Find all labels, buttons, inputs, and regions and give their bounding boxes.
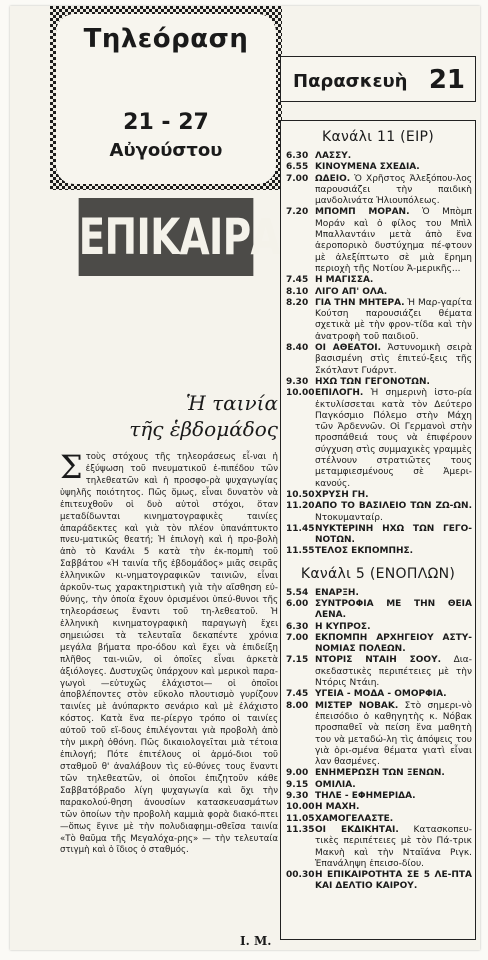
program-row bbox=[286, 655, 472, 689]
article-heading-line2: τῆς ἑβδομάδος bbox=[129, 417, 278, 441]
program-row bbox=[286, 388, 472, 490]
channel-section bbox=[281, 121, 475, 558]
program-title: ΑΠΟ ΤΟ ΒΑΣΙΛΕΙΟ ΤΩΝ ΖΩ-ΩΝ. bbox=[315, 501, 472, 512]
program-details bbox=[315, 207, 472, 275]
program-time: 10.50 bbox=[286, 489, 315, 500]
program-title: ΟΙ ΕΚΔΙΚΗΤΑΙ. bbox=[315, 824, 399, 835]
program-row bbox=[286, 524, 472, 547]
program-details bbox=[315, 287, 472, 298]
program-row bbox=[286, 633, 472, 656]
article-dropcap: Σ bbox=[60, 448, 83, 486]
program-title: ΝΥΚΤΕΡΙΝΗ ΗΧΩ ΤΩΝ ΓΕΓΟ-ΝΟΤΩΝ. bbox=[315, 523, 472, 546]
program-title: Η ΚΥΠΡΟΣ. bbox=[315, 621, 371, 632]
program-time: 6.00 bbox=[286, 598, 309, 609]
program-title: ΛΑΣΣΥ. bbox=[315, 151, 352, 161]
program-details bbox=[315, 377, 472, 388]
program-details bbox=[315, 622, 472, 633]
program-time: 7.00 bbox=[286, 632, 309, 643]
program-title: Η ΕΠΙΚΑΙΡΟΤΗΤΑ ΣΕ 5 ΛΕ-ΠΤΑ ΚΑΙ ΔΕΛΤΙΟ ΚΑΙΡΟΥ. bbox=[315, 870, 472, 892]
program-time: 8.00 bbox=[286, 700, 309, 711]
program-time: 00.30 bbox=[286, 870, 315, 881]
article-body bbox=[60, 448, 278, 857]
program-time: 8.10 bbox=[286, 286, 309, 297]
program-title: ΣΥΝΤΡΟΦΙΑ ΜΕ ΤΗΝ ΘΕΙΑ ΛΕΝΑ. bbox=[315, 598, 472, 621]
program-row bbox=[286, 825, 472, 870]
program-title: ΤΕΛΟΣ ΕΚΠΟΜΠΗΣ. bbox=[315, 546, 414, 557]
program-title: ΧΡΥΣΗ ΓΗ. bbox=[315, 489, 369, 500]
program-desc: Ὁ Μπὸμπ Μοράν καὶ ὁ φίλος του Μπὶλ Μπαλλαντάιν μετὰ ἀπὸ ἕνα ἀεροπορικὸ δυστύχημα πέ-φτουν μὲ ἀλεξίπτωτο σὲ μιὰ ἔρημη περιοχὴ τῆς Νοτίου Ἀ-μερικῆς... bbox=[315, 207, 472, 274]
day-number: 21 bbox=[428, 65, 465, 95]
program-row bbox=[286, 151, 472, 162]
day-name: Παρασκευὴ bbox=[293, 71, 408, 92]
program-title: ΟΙ ΑΘΕΑΤΟΙ. bbox=[315, 343, 382, 354]
program-row bbox=[286, 768, 472, 779]
schedule-box bbox=[280, 120, 476, 940]
program-time: 11.45 bbox=[286, 523, 315, 534]
program-title: ΕΝΗΜΕΡΩΣΗ ΤΩΝ ΞΕΝΩΝ. bbox=[315, 768, 445, 779]
program-details bbox=[315, 151, 472, 162]
program-title: ΕΝΑΡΞΗ. bbox=[315, 587, 359, 598]
program-desc: Ὁ Χρῆστος Ἀλεξόπου-λος παρουσιάζει τὴν παιδικὴ μανδολινάτα Ἠλιουπόλεως. bbox=[315, 173, 472, 207]
week-month: Αὐγούστου bbox=[109, 140, 223, 161]
newspaper-clipping bbox=[10, 6, 480, 950]
program-time: 9.15 bbox=[286, 779, 309, 790]
program-row bbox=[286, 689, 472, 700]
program-title: ΧΑΜΟΓΕΛΑΣΤΕ. bbox=[315, 813, 394, 824]
program-row bbox=[286, 275, 472, 286]
article-heading-line1: Ἡ ταινία bbox=[185, 391, 278, 415]
program-title: ΥΓΕΙΑ - ΜΟΔΑ - ΟΜΟΡΦΙΑ. bbox=[315, 689, 447, 700]
program-row bbox=[286, 780, 472, 791]
program-time: 9.30 bbox=[286, 376, 309, 387]
program-desc: Ἀστυνομικὴ σειρὰ βασισμένη στὶς ἐπιτεύ-ξεις τῆς Σκότλαντ Γυάρντ. bbox=[315, 343, 472, 376]
program-row bbox=[286, 343, 472, 377]
program-details bbox=[315, 791, 472, 802]
program-details bbox=[315, 388, 472, 490]
program-title: ΜΠΟΜΠ ΜΟΡΑΝ. bbox=[315, 207, 410, 218]
right-column bbox=[280, 56, 482, 946]
program-details bbox=[315, 655, 472, 689]
program-desc: Ἡ Μαρ-γαρίτα Κούτση παρουσιάζει θέματα σχετικὰ μὲ τὴν φρον-τίδα καὶ τὴν ἀνατροφὴ τοῦ παιδιοῦ. bbox=[315, 297, 472, 342]
checkered-banner bbox=[50, 6, 282, 190]
program-time: 7.20 bbox=[286, 207, 309, 218]
program-title: ΜΙΣΤΕΡ ΝΟΒΑΚ. bbox=[315, 700, 399, 711]
program-title: ΓΙΑ ΤΗΝ ΜΗΤΕΡΑ. bbox=[315, 297, 405, 308]
program-details bbox=[315, 701, 472, 769]
program-time: 6.30 bbox=[286, 151, 309, 161]
program-row bbox=[286, 814, 472, 825]
program-row bbox=[286, 870, 472, 893]
program-title: ΛΙΓΟ ΑΠ' ΟΛΑ. bbox=[315, 286, 388, 297]
program-row bbox=[286, 599, 472, 622]
program-time: 9.30 bbox=[286, 791, 309, 802]
program-details bbox=[315, 546, 472, 557]
program-row bbox=[286, 207, 472, 275]
program-time: 7.45 bbox=[286, 689, 309, 700]
article-text: τοὺς στόχους τῆς τηλεοράσεως εἶ-ναι ἡ ἐξύψωση τοῦ πνευματικοῦ ἐ-πιπέδου τῶν τηλεθεατῶν καὶ ἡ προσφο-ρὰ ψυχαγωγίας ὑψηλῆς ποιότητος. Πῶς ὅμως, εἶναι δυνατὸν νὰ ἐπιτευχθοῦν οἱ δυὸ αὐτοὶ στόχοι, ὅταν μεταδίδωνται κινηματογραφικὲς ταινίες ἀπαράδεκτες καὶ γιὰ τὸν πλέον ὑπανάπτυκτο πνευ-ματικῶς θεατή; Ἡ ἐπιλογὴ καὶ ἡ προ-βολὴ ἀπὸ τὸ Κανάλι 5 κατὰ τὴν ἐκ-πομπὴ τοῦ Σαββάτου «Ἡ ταινία τῆς ἑβδομάδος» μιᾶς σειρᾶς ἑλληνικῶν κι-νηματογραφικῶν ταινιῶν, εἶναι ἀρκοῦν-τως χαρακτηριστικὴ γιὰ τὴν αἴσθηση εὐ-θύνης, τὴν ὁποία ἔχουν ὁρισμένοι ὑπεύ-θυνοι τῆς τηλεοράσεως ἔναντι τοῦ τη-λεθεατοῦ. Ἡ ἑλληνικὴ κινηματογραφικὴ παραγωγὴ ἔχει σημειώσει τὰ τελευταῖα δεκαπέντε χρόνια μεγάλα βήματα προ-όδου καὶ ἔχει νὰ ἐπιδείξη πλῆθος ται-νιῶν, οἱ ὁποῖες εἶναι ἀρκετὰ ἀξιόλογες. Δυστυχῶς ὑπάρχουν καὶ μερικοὶ παρα-γωγοὶ —εὐτυχῶς ἐλάχιστοι— οἱ ὁποῖοι ἀποβλέποντες στὸν εὔκολο πλουτισμὸ γυρίζουν ταινίες μὲ ἀνύπαρκτο σενάριο καὶ μὲ ἐλάχιστο κόστος. Κατὰ ἕνα πε-ρίεργο τρόπο οἱ ταινίες αὐτοῦ τοῦ εἴ-δους ἐπιλέγονται γιὰ προβολὴ ἀπὸ τὴν μικρὴ ὀθόνη. Πῶς δικαιολογεῖται μιὰ τέτοια ἐπιλογή; Πότε ἐπιτέλους οἱ ἁρμό-διοι τοῦ σταθμοῦ θ' ἀναλάβουν τὶς εὐ-θύνες τους ἔναντι τῶν τηλεθεατῶν, οἱ ὁποῖοι ἐπιζητοῦν κάθε Σαββατόβραδο λίγη ψυχαγωγία καὶ ὄχι τὴν παρακολού-θηση ἀνουσίων κατασκευασμάτων τῶν ὁποίων τὴν προβολὴ καμμιὰ φορὰ διακό-πτει —ὅπως ἔγινε μὲ τὴν πολυδιαφημι-σθεῖσα ταινία «Τὸ θαῦμα τῆς Μεγαλόχα-ρης» — τὴν τελευταία στιγμὴ καὶ ὁ ἴδιος ὁ σταθμός. bbox=[60, 452, 278, 856]
program-time: 11.20 bbox=[286, 501, 315, 512]
program-time: 5.54 bbox=[286, 587, 309, 598]
article-signature: I. M. bbox=[240, 934, 272, 948]
program-title: Η ΜΑΓΙΣΣΑ. bbox=[315, 275, 374, 286]
program-details bbox=[315, 298, 472, 343]
channel-heading: Κανάλι 11 (ΕΙΡ) bbox=[321, 129, 435, 145]
program-details bbox=[315, 689, 472, 700]
program-details bbox=[315, 501, 472, 524]
program-details bbox=[315, 524, 472, 547]
program-desc: Ἡ σημερινὴ ἱστο-ρία ἐκτυλίσσεται κατὰ τὸν Δεύτερο Παγκόσμιο Πόλεμο στὴν Μάχη τῶν Ἀρδεννῶν. Οἱ Γερμανοὶ στὴν προσπάθειά τους νὰ ἐπιφέρουν σύγχυση στὶς συμμαχικὲς γραμμὲς στέλνουν στρατιῶτες τους μεταμφιεσμένους σὲ Ἀμερι-κανούς. bbox=[315, 388, 472, 489]
program-time: 11.35 bbox=[286, 824, 315, 835]
program-details bbox=[315, 768, 472, 779]
section-title: Τηλεόραση bbox=[83, 24, 249, 54]
program-time: 11.55 bbox=[286, 546, 315, 557]
program-time: 10.00 bbox=[286, 388, 315, 399]
program-time: 11.05 bbox=[286, 813, 315, 824]
program-row bbox=[286, 162, 472, 173]
program-desc: Στὸ σημερι-νὸ ἐπεισόδιο ὁ καθηγητὴς κ. Νόβακ προσπαθεῖ νὰ πείση ἕνα μαθητὴ του νὰ μεταδώ-λη τὶς ἀπόψεις του γιὰ ὁρι-σμένα θέματα γιατὶ εἶναι λαν θασμένες. bbox=[315, 700, 473, 768]
program-row bbox=[286, 622, 472, 633]
program-time: 9.00 bbox=[286, 768, 309, 779]
program-time: 7.15 bbox=[286, 655, 309, 666]
program-title: ΟΜΙΛΙΑ. bbox=[315, 779, 356, 790]
program-row bbox=[286, 501, 472, 524]
channel-heading: Κανάλι 5 (ΕΝΟΠΛΩΝ) bbox=[300, 565, 456, 582]
program-details bbox=[315, 275, 472, 286]
program-details bbox=[315, 870, 472, 893]
program-row bbox=[286, 174, 472, 208]
program-row bbox=[286, 802, 472, 813]
program-row bbox=[286, 490, 472, 501]
program-details bbox=[315, 599, 472, 622]
program-title: ΕΠΙΛΟΓΗ. bbox=[315, 388, 364, 399]
program-title: ΤΗΛΕ - ΕΦΗΜΕΡΙΔΑ. bbox=[315, 791, 416, 802]
tv-title-box bbox=[56, 14, 276, 184]
program-time: 8.40 bbox=[286, 343, 309, 354]
program-details bbox=[315, 490, 472, 501]
program-row bbox=[286, 377, 472, 388]
program-desc: Κατασκοπευ-τικὲς περιπέτειες μὲ τὸν Πά-τρικ Μακνὴ καὶ τὴν Νταϊάνα Ριγκ. Ἐπανάληψη ἐπεισο-δίου. bbox=[315, 824, 472, 869]
program-time: 8.20 bbox=[286, 297, 309, 308]
program-time: 7.45 bbox=[286, 275, 309, 286]
program-row bbox=[286, 546, 472, 557]
program-title: ΗΧΩ ΤΩΝ ΓΕΓΟΝΟΤΩΝ. bbox=[315, 376, 430, 387]
program-details bbox=[315, 814, 472, 825]
program-title: ΚΙΝΟΥΜΕΝΑ ΣΧΕΔΙΑ. bbox=[315, 162, 420, 173]
day-header bbox=[280, 56, 476, 102]
program-title: ΕΚΠΟΜΠΗ ΑΡΧΗΓΕΙΟΥ ΑΣΤΥ-ΝΟΜΙΑΣ ΠΟΛΕΩΝ. bbox=[315, 632, 472, 655]
left-column bbox=[50, 6, 282, 950]
program-details bbox=[315, 825, 472, 870]
program-row bbox=[286, 588, 472, 599]
program-row bbox=[286, 287, 472, 298]
channel-section bbox=[281, 566, 475, 893]
week-dates: 21 - 27 bbox=[123, 110, 209, 135]
program-details bbox=[315, 780, 472, 791]
program-time: 10.00 bbox=[286, 802, 315, 813]
epikaira-banner: ΕΠΙΚΑΙΡΑ bbox=[79, 198, 254, 276]
program-desc: Ντοκυμανταίρ. bbox=[315, 512, 383, 523]
program-details bbox=[315, 343, 472, 377]
program-title: ΝΤΟΡΙΣ ΝΤΑΙΗ ΣΟΟΥ. bbox=[315, 655, 442, 666]
program-row bbox=[286, 298, 472, 343]
program-title: Η ΜΑΧΗ. bbox=[315, 802, 360, 813]
program-desc: Δια-σκεδαστικὲς περιπέτειες μὲ τὴν Ντόρις Ντάιη. bbox=[315, 655, 472, 689]
program-details bbox=[315, 633, 472, 656]
program-details bbox=[315, 174, 472, 208]
program-title: ΩΔΕΙΟ. bbox=[315, 173, 351, 184]
program-time: 7.00 bbox=[286, 173, 309, 184]
program-details bbox=[315, 802, 472, 813]
program-time: 6.30 bbox=[286, 621, 309, 632]
program-time: 6.55 bbox=[286, 162, 309, 173]
article-heading bbox=[70, 390, 278, 442]
program-row bbox=[286, 791, 472, 802]
program-details bbox=[315, 162, 472, 173]
program-row bbox=[286, 701, 472, 769]
program-details bbox=[315, 588, 472, 599]
